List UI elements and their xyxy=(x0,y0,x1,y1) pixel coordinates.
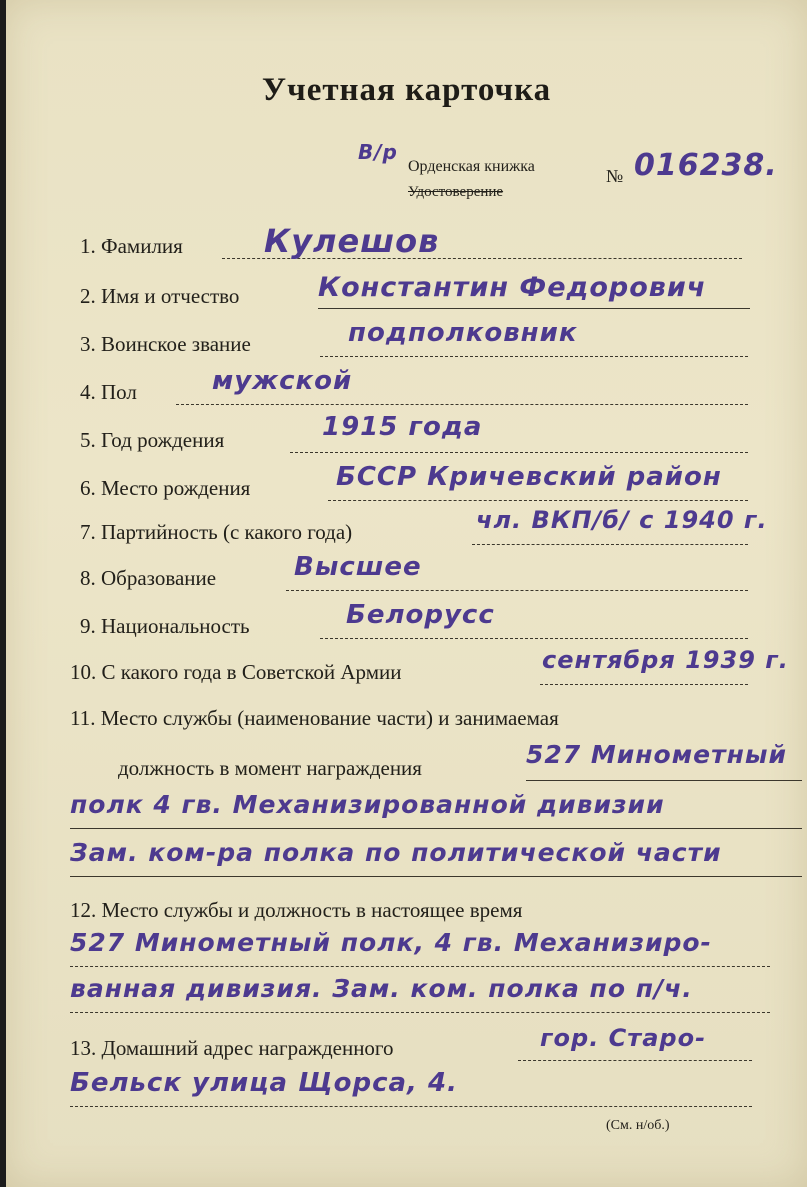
home-address-label: 13. Домашний адрес награжденного xyxy=(70,1036,394,1060)
current-service-label: 12. Место службы и должность в настоящее время xyxy=(70,898,523,922)
service-place-label-line1: 11. Место службы (наименование части) и занимаемая xyxy=(70,706,559,730)
name-underline xyxy=(318,308,750,309)
party-underline xyxy=(472,544,748,545)
home-address-value-line2: Бельск улица Щорса, 4. xyxy=(70,1068,458,1098)
header-prefix: В/р xyxy=(358,140,398,164)
birth-year-value: 1915 года xyxy=(322,412,483,442)
name-label: 2. Имя и отчество xyxy=(80,284,240,308)
rank-value: подполковник xyxy=(348,318,578,348)
surname-value: Кулешов xyxy=(264,222,440,260)
number-sign: № xyxy=(606,166,624,186)
home-address-underline-1 xyxy=(518,1060,752,1061)
nationality-label: 9. Национальность xyxy=(80,614,250,638)
education-label: 8. Образование xyxy=(80,566,217,590)
nationality-value: Белорусс xyxy=(346,600,495,630)
service-place-label-line2: должность в момент награждения xyxy=(118,756,422,780)
service-value-line3: Зам. ком-ра полка по политической части xyxy=(70,838,722,867)
home-address-underline-2 xyxy=(70,1106,752,1107)
current-service-underline-1 xyxy=(70,966,770,967)
home-address-value-line1: гор. Старо- xyxy=(540,1024,707,1052)
army-since-value: сентября 1939 г. xyxy=(542,646,789,674)
rank-underline xyxy=(320,356,748,357)
struck-label: Удостоверение xyxy=(408,184,504,200)
surname-label: 1. Фамилия xyxy=(80,234,183,258)
birth-year-label: 5. Год рождения xyxy=(80,428,225,452)
current-service-value-line2: ванная дивизия. Зам. ком. полка по п/ч. xyxy=(70,974,693,1003)
rank-label: 3. Воинское звание xyxy=(80,332,251,356)
sex-underline xyxy=(176,404,748,405)
sex-value: мужской xyxy=(212,366,353,396)
party-label: 7. Партийность (с какого года) xyxy=(80,520,353,544)
record-card xyxy=(6,0,807,1187)
service-value-line2: полк 4 гв. Механизированной дивизии xyxy=(70,790,665,819)
birthplace-underline xyxy=(328,500,748,501)
current-service-underline-2 xyxy=(70,1012,770,1013)
party-value: чл. ВКП/б/ с 1940 г. xyxy=(476,506,768,534)
sex-label: 4. Пол xyxy=(80,380,137,404)
current-service-value-line1: 527 Минометный полк, 4 гв. Механизиро- xyxy=(70,928,712,957)
book-label: Орденская книжка xyxy=(408,158,535,175)
birthplace-value: БССР Кричевский район xyxy=(336,462,722,492)
birth-year-underline xyxy=(290,452,748,453)
education-value: Высшее xyxy=(294,552,422,582)
army-since-underline xyxy=(540,684,748,685)
footnote: (См. н/об.) xyxy=(606,1118,670,1133)
education-underline xyxy=(286,590,748,591)
army-since-label: 10. С какого года в Советской Армии xyxy=(70,660,402,684)
name-value: Константин Федорович xyxy=(318,272,707,303)
card-title: Учетная карточка xyxy=(261,72,552,108)
service-underline-1 xyxy=(526,780,802,781)
service-underline-2 xyxy=(70,828,802,829)
service-underline-3 xyxy=(70,876,802,877)
birthplace-label: 6. Место рождения xyxy=(80,476,251,500)
nationality-underline xyxy=(320,638,748,639)
service-value-line1: 527 Минометный xyxy=(526,740,788,769)
order-book-number: 016238. xyxy=(634,148,778,183)
